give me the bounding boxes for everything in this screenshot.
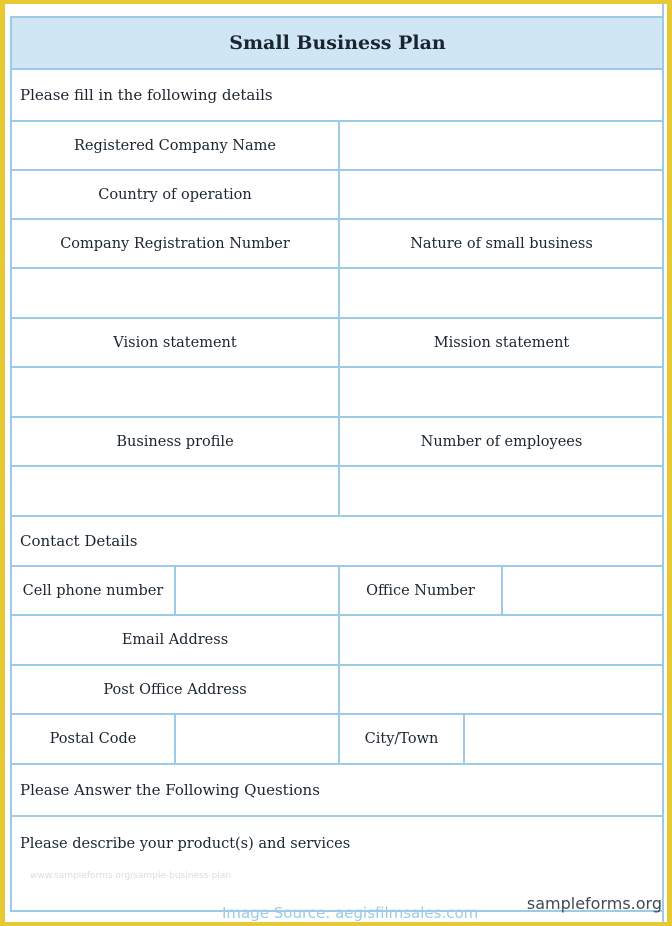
nature-of-business-field[interactable] (338, 267, 663, 317)
table-right-border (662, 4, 664, 922)
vision-statement-field[interactable] (10, 366, 338, 416)
intro-heading: Please fill in the following details (10, 68, 663, 120)
number-of-employees-label: Number of employees (338, 416, 663, 465)
email-field[interactable] (338, 614, 663, 664)
postal-code-label: Postal Code (10, 713, 174, 763)
registered-company-name-field[interactable] (338, 120, 663, 169)
company-registration-number-field[interactable] (10, 267, 338, 317)
country-of-operation-field[interactable] (338, 169, 663, 218)
nature-of-business-label: Nature of small business (338, 218, 663, 267)
business-profile-label: Business profile (10, 416, 338, 465)
vision-statement-label: Vision statement (10, 317, 338, 366)
company-registration-number-label: Company Registration Number (10, 218, 338, 267)
business-profile-field[interactable] (10, 465, 338, 515)
country-of-operation-label: Country of operation (10, 169, 338, 218)
cell-phone-field[interactable] (174, 565, 338, 614)
office-number-field[interactable] (501, 565, 663, 614)
city-label: City/Town (338, 713, 463, 763)
email-label: Email Address (10, 614, 338, 664)
form-title: Small Business Plan (10, 16, 663, 68)
questions-heading: Please Answer the Following Questions (10, 763, 663, 815)
registered-company-name-label: Registered Company Name (10, 120, 338, 169)
image-source-credit: Image Source: aegisfilmsales.com (222, 904, 479, 922)
city-field[interactable] (463, 713, 663, 763)
cell-phone-label: Cell phone number (10, 565, 174, 614)
mission-statement-label: Mission statement (338, 317, 663, 366)
post-office-label: Post Office Address (10, 664, 338, 713)
product-services-question: Please describe your product(s) and services (10, 815, 663, 871)
number-of-employees-field[interactable] (338, 465, 663, 515)
postal-code-field[interactable] (174, 713, 338, 763)
post-office-field[interactable] (338, 664, 663, 713)
contact-details-heading: Contact Details (10, 515, 663, 565)
faint-watermark-text: www.sampleforms.org/sample-business-plan (30, 871, 232, 881)
mission-statement-field[interactable] (338, 366, 663, 416)
brand-watermark: sampleforms.org (526, 894, 662, 913)
office-number-label: Office Number (338, 565, 501, 614)
